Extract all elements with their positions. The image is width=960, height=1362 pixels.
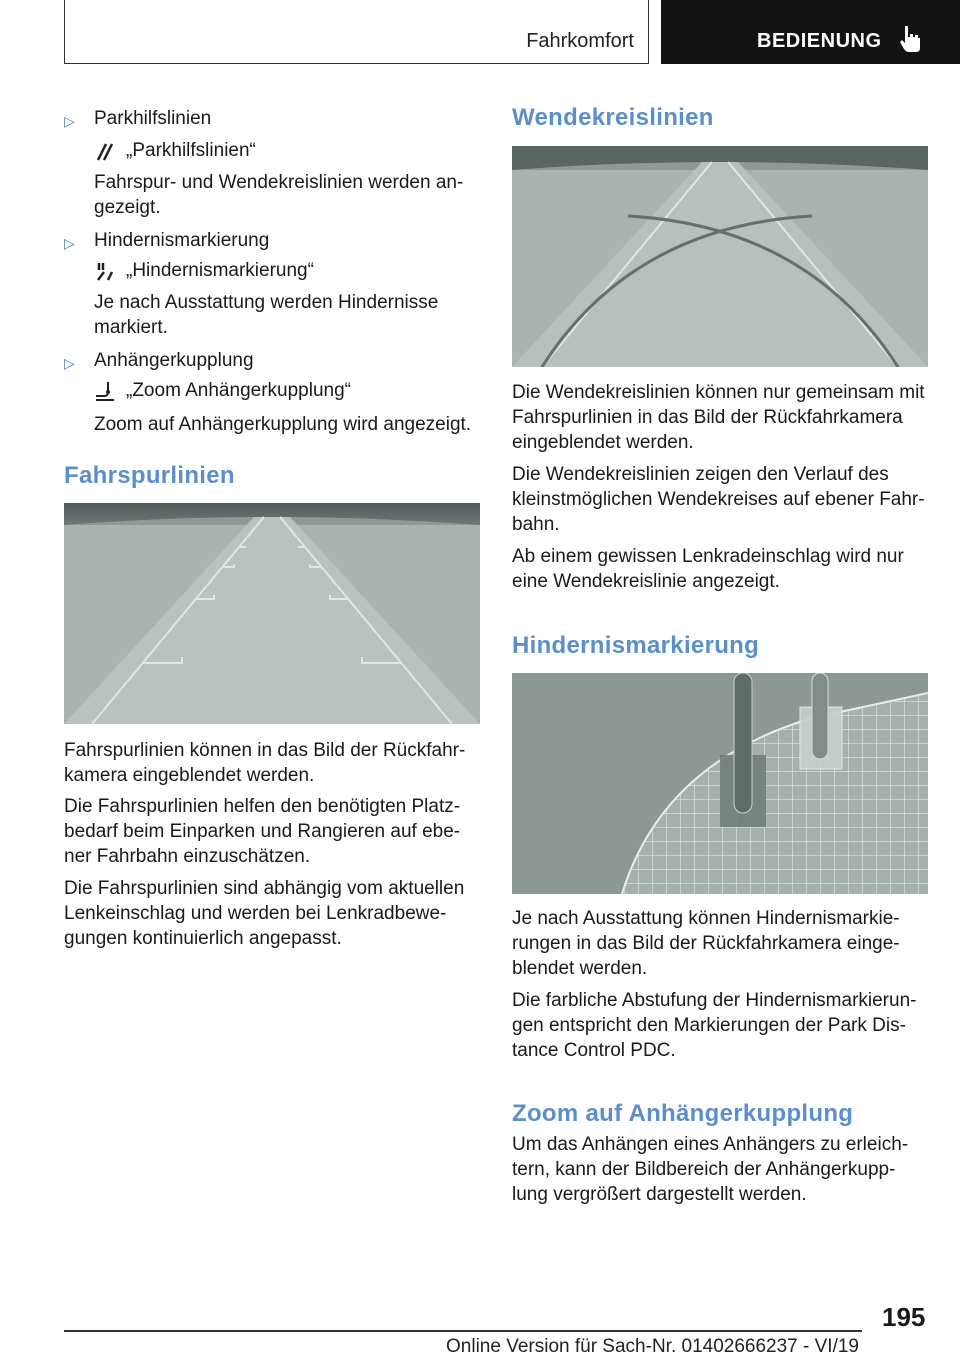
section-heading-lane-lines: Fahrspurlinien: [64, 462, 235, 489]
obstacle-marking-camera-image: [512, 673, 928, 894]
footer-text-row: [0, 1336, 960, 1358]
pointing-hand-icon: [897, 24, 923, 54]
option-text: „Parkhilfslinien“: [126, 140, 256, 161]
list-item-label: Anhängerkupplung: [94, 350, 254, 371]
section-heading-obstacle-marking: Hindernismarkierung: [512, 632, 760, 659]
bullet-triangle-icon: ▷: [64, 113, 75, 129]
lane-lines-camera-image: [64, 503, 480, 724]
list-item-label: Hindernismarkierung: [94, 230, 270, 251]
turning-lines-paragraph: Die Wendekreislinien können nur gemeinsam mit Fahrspurlinien in das Bild der Rückfahrkamera eingeblendet werden.: [512, 382, 925, 453]
page-number: 195: [882, 1302, 926, 1332]
lane-lines-paragraph: Die Fahrspurlinien helfen den benötigten Platz-bedarf beim Einparken und Rangieren auf ebe-ner Fahrbahn einzuschätzen.: [64, 796, 461, 867]
obstacle-marking-paragraph: Die farbliche Abstufung der Hindernismarkierun-gen entspricht den Markierungen der Park Dis-tance Control PDC.: [512, 990, 917, 1061]
turning-lines-camera-image: [512, 146, 928, 367]
lane-lines-paragraph: Die Fahrspurlinien sind abhängig vom aktuellen Lenkeinschlag und werden bei Lenkradbewe-gungen kontinuierlich angepasst.: [64, 878, 465, 949]
footer-text: Online Version für Sach-Nr. 01402666237 - VI/19: [446, 1336, 859, 1357]
obstacle-marking-icon: [94, 260, 116, 282]
bullet-triangle-icon: ▷: [64, 235, 75, 251]
option-description: Je nach Ausstattung werden Hindernisse markiert.: [94, 292, 439, 338]
option-description: Fahrspur- und Wendekreislinien werden an-gezeigt.: [94, 172, 464, 218]
header-section-box: [64, 0, 649, 64]
option-description: Zoom auf Anhängerkupplung wird angezeigt.: [94, 414, 472, 435]
bullet-triangle-icon: ▷: [64, 355, 75, 371]
turning-lines-paragraph: Ab einem gewissen Lenkradeinschlag wird nur eine Wendekreislinie angezeigt.: [512, 546, 904, 592]
list-item-label: Parkhilfslinien: [94, 108, 212, 129]
header-chapter-box: [661, 0, 960, 64]
parking-lines-icon: [94, 140, 116, 162]
header-section-title: Fahrkomfort: [526, 30, 634, 52]
trailer-zoom-paragraph: Um das Anhängen eines Anhängers zu erleich-tern, kann der Bildbereich der Anhängerkupp-lung vergrößert dargestellt werden.: [512, 1134, 909, 1205]
option-line: [94, 138, 480, 163]
trailer-hitch-icon: [94, 380, 116, 402]
header-chapter-title: BEDIENUNG: [757, 30, 882, 52]
lane-lines-paragraph: Fahrspurlinien können in das Bild der Rückfahr-kamera eingeblendet werden.: [64, 740, 466, 786]
section-heading-trailer-zoom: Zoom auf Anhängerkupplung: [512, 1100, 854, 1127]
turning-lines-paragraph: Die Wendekreislinien zeigen den Verlauf des kleinstmöglichen Wendekreises auf ebener Fahr-bahn.: [512, 464, 925, 535]
option-line: [94, 258, 480, 283]
option-text: „Zoom Anhängerkupplung“: [126, 380, 351, 401]
footer-divider: [64, 1330, 862, 1332]
section-heading-turning-lines: Wendekreislinien: [512, 104, 714, 131]
option-line: [94, 378, 480, 403]
obstacle-marking-paragraph: Je nach Ausstattung können Hindernismarkie-rungen in das Bild der Rückfahrkamera einge-blendet werden.: [512, 908, 900, 979]
option-text: „Hindernismarkierung“: [126, 260, 314, 281]
